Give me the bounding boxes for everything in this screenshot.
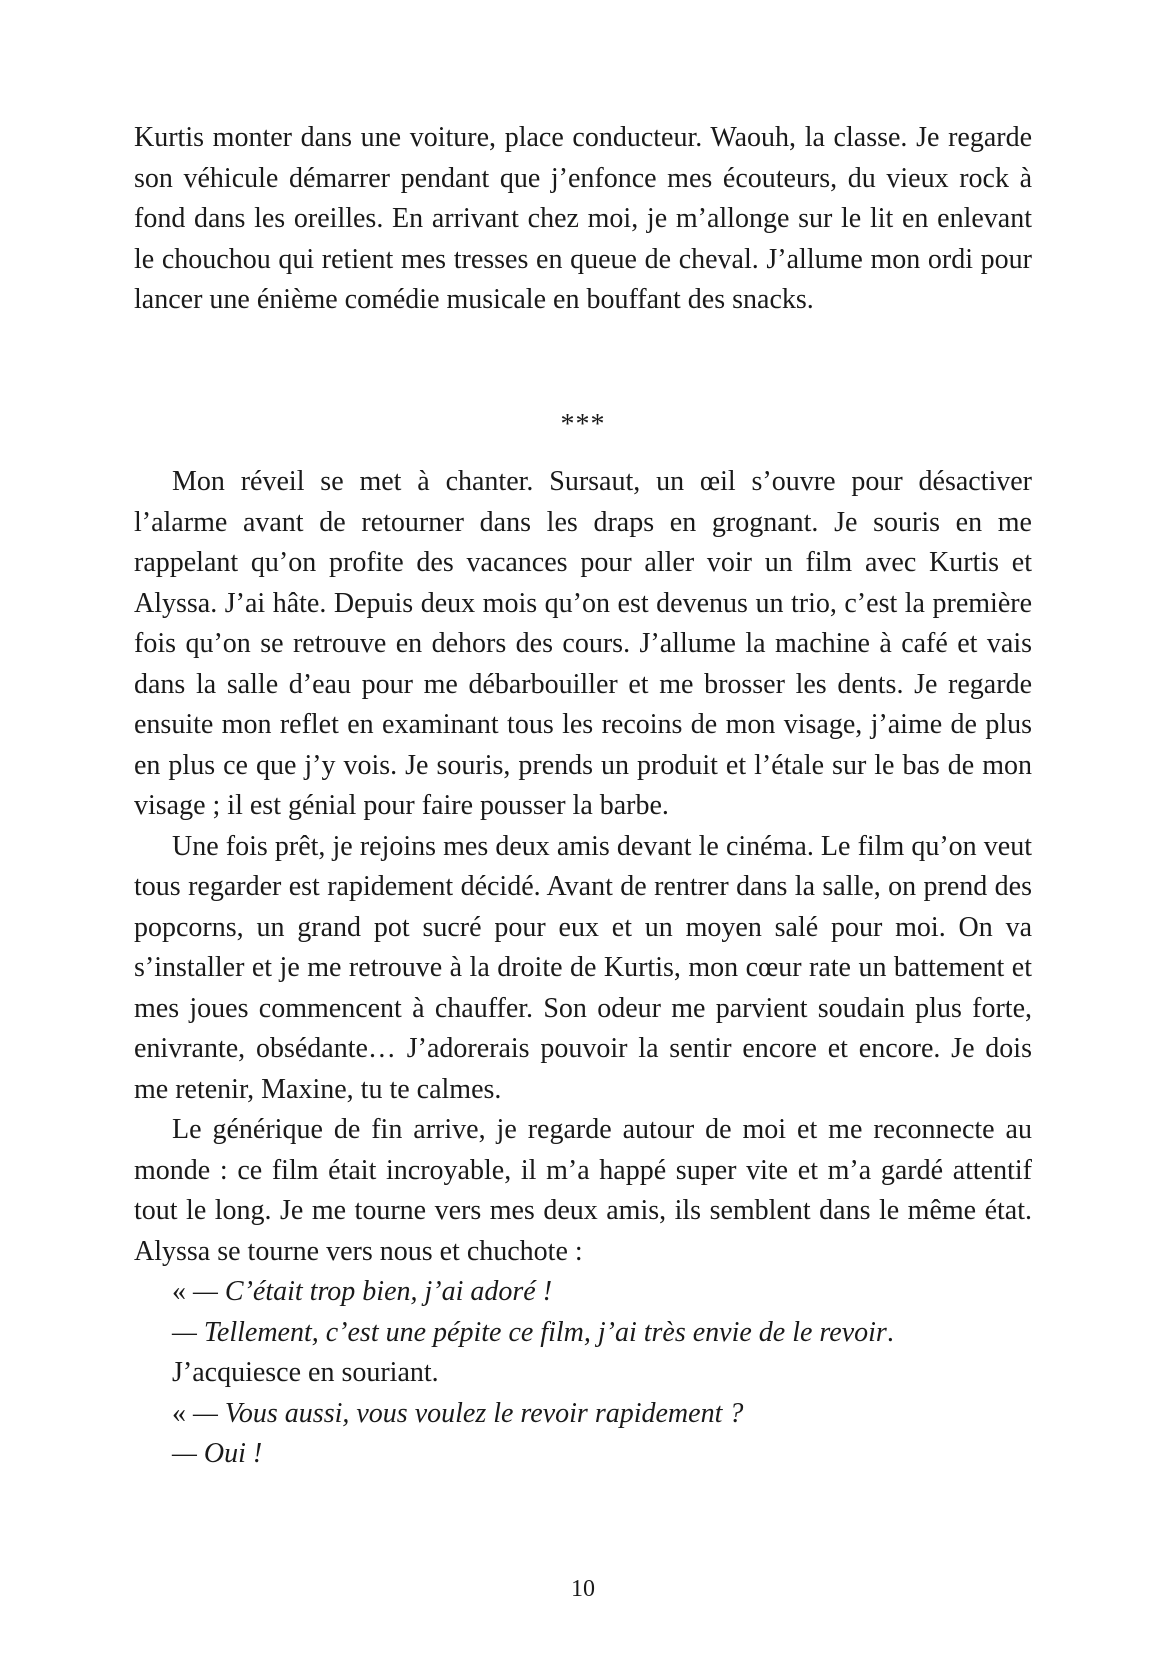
- paragraph-wake-up: Mon réveil se met à chanter. Sursaut, un œil s’ouvre pour désactiver l’alarme avant de retourner dans les draps en grognant. Je souris en me rappelant qu’on profite des vacances pour aller voir un film avec Kurtis et Alyssa. J’ai hâte. Depuis deux mois qu’on est devenus un trio, c’est la première fois qu’on se retrouve en dehors des cours. J’allume la machine à café et vais dans la salle d’eau pour me débarbouiller et me brosser les dents. Je regarde ensuite mon reflet en examinant tous les recoins de mon visage, j’aime de plus en plus ce que j’y vois. Je souris, prends un produit et l’étale sur le bas de mon visage ; il est génial pour faire pousser la barbe.: [134, 466, 1032, 821]
- dialogue-line: [134, 1313, 1032, 1354]
- top-paragraph: Kurtis monter dans une voiture, place conducteur. Waouh, la classe. Je regarde son véhicule démarrer pendant que j’enfonce mes écouteurs, du vieux rock à fond dans les oreilles. En arrivant chez moi, je m’allonge sur le lit en enlevant le chouchou qui retient mes tresses en queue de cheval. J’allume mon ordi pour lancer une énième comédie musicale en bouffant des snacks.: [134, 122, 1032, 315]
- dialogue-suffix: .: [886, 1316, 894, 1348]
- main-text: [134, 462, 1032, 1475]
- dialogue-suffix: J’acquiesce en souriant.: [172, 1357, 439, 1388]
- opening-text: [134, 118, 1032, 321]
- dialogue-speech: — Oui !: [172, 1438, 263, 1469]
- page-number: 10: [571, 1576, 595, 1602]
- dialogue-line: [134, 1272, 1032, 1313]
- dialogue-speech: — Tellement, c’est une pépite ce film, j’ai très envie de le revoir: [172, 1316, 887, 1348]
- dialogue-speech: — Vous aussi, vous voulez le revoir rapidement ?: [193, 1397, 744, 1429]
- dialogue-line: [134, 1394, 1032, 1435]
- scene-separator: ***: [560, 409, 606, 440]
- dialogue-line: [134, 1434, 1032, 1475]
- paragraph-cinema: Une fois prêt, je rejoins mes deux amis devant le cinéma. Le film qu’on veut tous regarder est rapidement décidé. Avant de rentrer dans la salle, on prend des popcorns, un grand pot sucré pour eux et un moyen salé pour moi. On va s’installer et je me retrouve à la droite de Kurtis, mon cœur rate un battement et mes joues commencent à chauffer. Son odeur me parvient soudain plus forte, enivrante, obsédante… J’adorerais pouvoir la sentir encore et encore. Je dois me retenir, Maxine, tu te calmes.: [134, 830, 1032, 1105]
- dialogue-prefix: «: [172, 1276, 193, 1307]
- dialogue-speech: — C’était trop bien, j’ai adoré !: [193, 1276, 553, 1307]
- dialogue-prefix: «: [172, 1397, 193, 1429]
- narration-line: [134, 1353, 1032, 1394]
- paragraph-credits: Le générique de fin arrive, je regarde autour de moi et me reconnecte au monde : ce film était incroyable, il m’a happé super vite et m’a gardé attentif tout le long. Je me tourne vers mes deux amis, ils semblent dans le même état. Alyssa se tourne vers nous et chuchote :: [134, 1114, 1032, 1267]
